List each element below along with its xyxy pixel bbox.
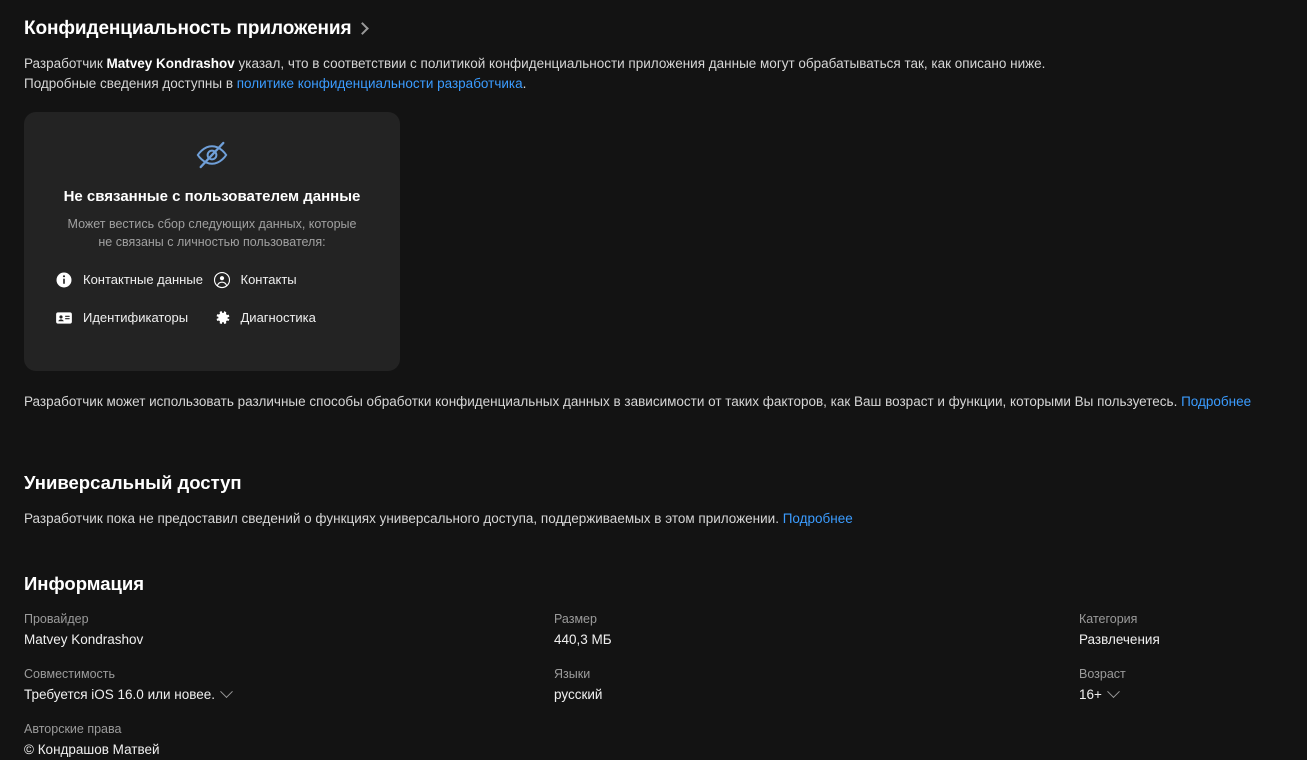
privacy-note-text: Разработчик может использовать различные способы обработки конфиденциальных данных в зависимости от таких факторов, как Ваш возраст и функции, которыми Вы пользуетесь.: [24, 393, 1182, 409]
info-value-text: Развлечения: [1079, 632, 1160, 648]
developer-privacy-policy-link[interactable]: политике конфиденциальности разработчика: [236, 76, 523, 92]
chevron-down-icon[interactable]: [220, 686, 233, 699]
data-item-diagnostics: [213, 309, 371, 327]
chevron-down-icon[interactable]: [1107, 686, 1120, 699]
info-value[interactable]: [24, 687, 554, 702]
info-value-text: Matvey Kondrashov: [24, 632, 144, 648]
privacy-note: [24, 393, 1283, 412]
privacy-desc-part2: указал, что в соответствии с политикой конфиденциальности приложения данные могут обрабатываться так, как описано ниже. Подробные сведения доступны в: [24, 56, 1046, 92]
info-field-provider: [24, 612, 554, 647]
info-circle-icon: [55, 271, 73, 289]
app-privacy-header[interactable]: [24, 0, 1283, 40]
data-item-contact-info: [55, 271, 213, 289]
info-label: Провайдер: [24, 612, 89, 627]
info-field-languages: [554, 667, 1079, 702]
data-item-label: Диагностика: [240, 309, 316, 325]
data-not-linked-card: [24, 112, 400, 371]
data-item-contacts: [213, 271, 371, 289]
info-value-text: Требуется iOS 16.0 или новее.: [24, 687, 216, 703]
info-field-compatibility: [24, 667, 554, 702]
info-field-copyright: [24, 722, 554, 757]
info-label: Языки: [554, 667, 591, 682]
info-value-text: русский: [554, 687, 603, 703]
info-label: Совместимость: [24, 667, 116, 682]
information-heading: Информация: [24, 573, 145, 595]
eye-slash-icon: [195, 138, 229, 172]
info-label: Авторские права: [24, 722, 122, 737]
accessibility-desc-text: Разработчик пока не предоставил сведений о функциях универсального доступа, поддерживаемых в этом приложении.: [24, 511, 783, 527]
page-title: Конфиденциальность приложения: [24, 18, 352, 39]
info-value: [1079, 632, 1283, 647]
accessibility-learn-more-link[interactable]: Подробнее: [782, 511, 853, 527]
info-field-category: [1079, 612, 1283, 647]
data-card-items: [42, 271, 382, 327]
info-value: [24, 632, 554, 647]
data-item-identifiers: [55, 309, 213, 327]
information-section: [24, 573, 1283, 757]
privacy-note-learn-more-link[interactable]: Подробнее: [1181, 393, 1252, 409]
information-grid: [24, 612, 1283, 757]
data-item-label: Контакты: [240, 271, 297, 287]
info-label: Размер: [554, 612, 597, 627]
accessibility-description: [24, 511, 1283, 526]
developer-name: Matvey Kondrashov: [106, 56, 235, 71]
info-field-size: [554, 612, 1079, 647]
id-card-icon: [55, 309, 73, 327]
gear-icon: [213, 309, 231, 327]
info-value: [554, 687, 1079, 702]
info-value-text: © Кондрашов Матвей: [24, 742, 160, 758]
info-value-text: 440,3 МБ: [554, 632, 612, 648]
privacy-desc-part1: Разработчик: [24, 56, 107, 71]
info-field-age-rating: [1079, 667, 1283, 702]
accessibility-heading: Универсальный доступ: [24, 472, 242, 494]
data-card-subtitle: Может вестись сбор следующих данных, которые не связаны с личностью пользователя:: [67, 216, 357, 249]
info-label: Возраст: [1079, 667, 1126, 682]
info-value: [554, 632, 1079, 647]
info-label: Категория: [1079, 612, 1138, 627]
privacy-desc-part3: .: [522, 76, 527, 92]
info-value-text: 16+: [1079, 687, 1102, 703]
data-item-label: Идентификаторы: [83, 309, 189, 325]
privacy-description: [24, 54, 1084, 95]
accessibility-section: [24, 472, 1283, 526]
data-card-title: Не связанные с пользователем данные: [63, 187, 361, 205]
info-value: [24, 742, 554, 757]
data-item-label: Контактные данные: [83, 271, 203, 287]
person-circle-icon: [213, 271, 231, 289]
chevron-right-icon[interactable]: [356, 22, 369, 35]
info-value[interactable]: [1079, 687, 1283, 702]
